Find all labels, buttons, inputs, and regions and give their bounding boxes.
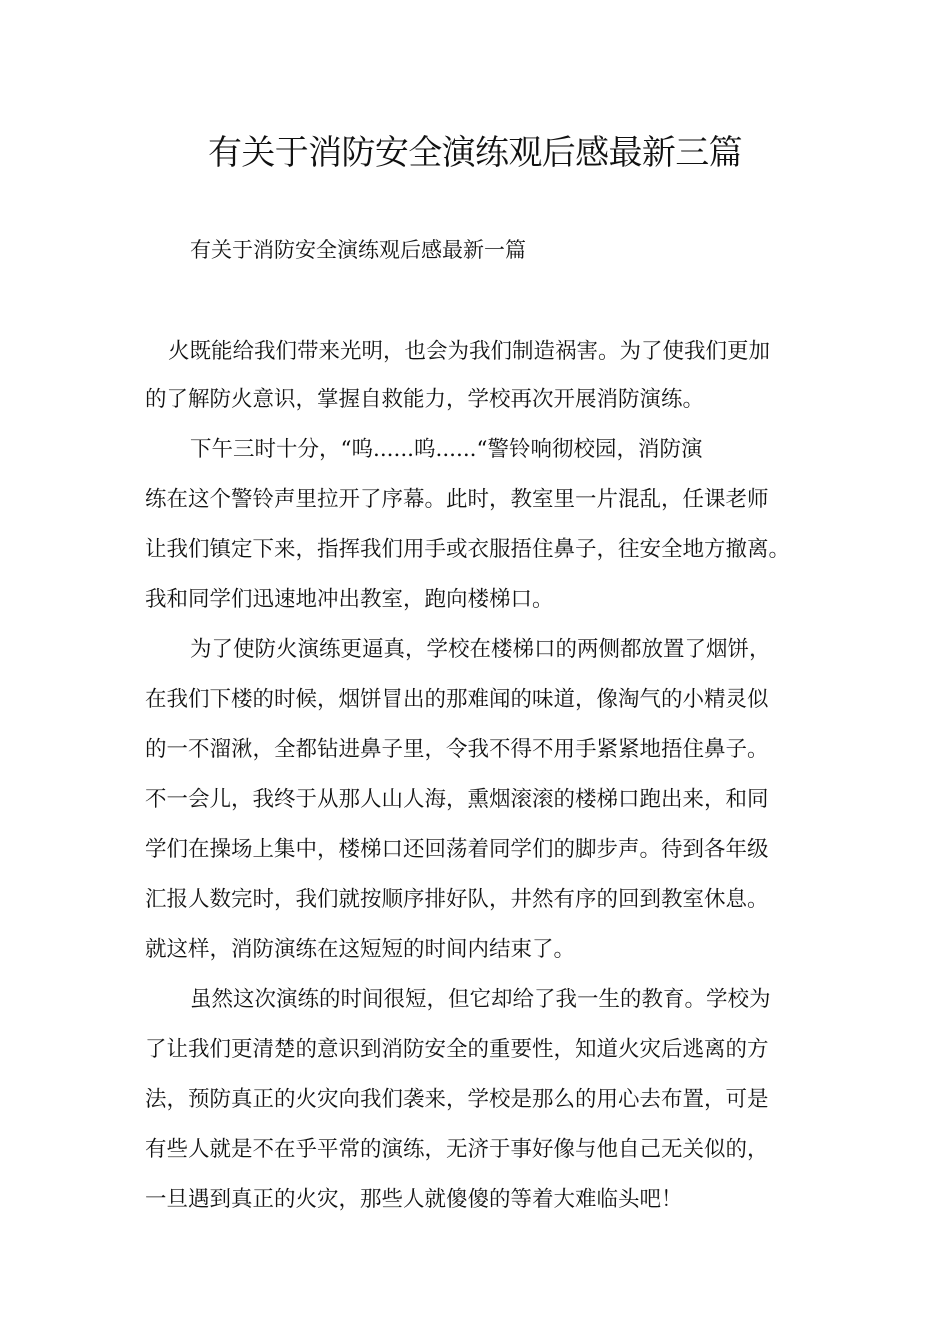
paragraph-line: 我和同学们迅速地冲出教室，跑向楼梯口。	[145, 587, 554, 612]
paragraph-line: 汇报人数完时，我们就按顺序排好队，井然有序的回到教室休息。	[145, 887, 769, 912]
paragraph-line: 的了解防火意识，掌握自救能力，学校再次开展消防演练。	[145, 387, 705, 412]
paragraph-line: 有些人就是不在乎平常的演练，无济于事好像与他自己无关似的，	[145, 1137, 769, 1162]
section-heading: 有关于消防安全演练观后感最新一篇	[190, 238, 526, 262]
paragraph-line: 不一会儿，我终于从那人山人海，熏烟滚滚的楼梯口跑出来，和同	[145, 787, 769, 812]
paragraph-line: 火既能给我们带来光明，也会为我们制造祸害。为了使我们更加	[168, 339, 771, 364]
document-title: 有关于消防安全演练观后感最新三篇	[208, 133, 742, 173]
paragraph-line: 虽然这次演练的时间很短，但它却给了我一生的教育。学校为	[190, 987, 771, 1012]
paragraph-line: 让我们镇定下来，指挥我们用手或衣服捂住鼻子，往安全地方撤离。	[145, 537, 791, 562]
paragraph-line: 法，预防真正的火灾向我们袭来，学校是那么的用心去布置，可是	[145, 1087, 769, 1112]
paragraph-line: 练在这个警铃声里拉开了序幕。此时，教室里一片混乱，任课老师	[145, 487, 769, 512]
paragraph-line: 了让我们更清楚的意识到消防安全的重要性，知道火灾后逃离的方	[145, 1037, 769, 1062]
paragraph-line: 在我们下楼的时候，烟饼冒出的那难闻的味道，像淘气的小精灵似	[145, 687, 769, 712]
paragraph-line: 一旦遇到真正的火灾，那些人就傻傻的等着大难临头吧！	[145, 1187, 683, 1212]
paragraph-line: 下午三时十分，“呜......呜......“警铃响彻校园，消防演	[190, 437, 703, 462]
paragraph-line: 为了使防火演练更逼真，学校在楼梯口的两侧都放置了烟饼，	[190, 637, 771, 662]
paragraph-line: 的一不溜湫，全都钻进鼻子里，令我不得不用手紧紧地捂住鼻子。	[145, 737, 769, 762]
paragraph-line: 就这样，消防演练在这短短的时间内结束了。	[145, 937, 576, 962]
paragraph-line: 学们在操场上集中，楼梯口还回荡着同学们的脚步声。待到各年级	[145, 837, 769, 862]
